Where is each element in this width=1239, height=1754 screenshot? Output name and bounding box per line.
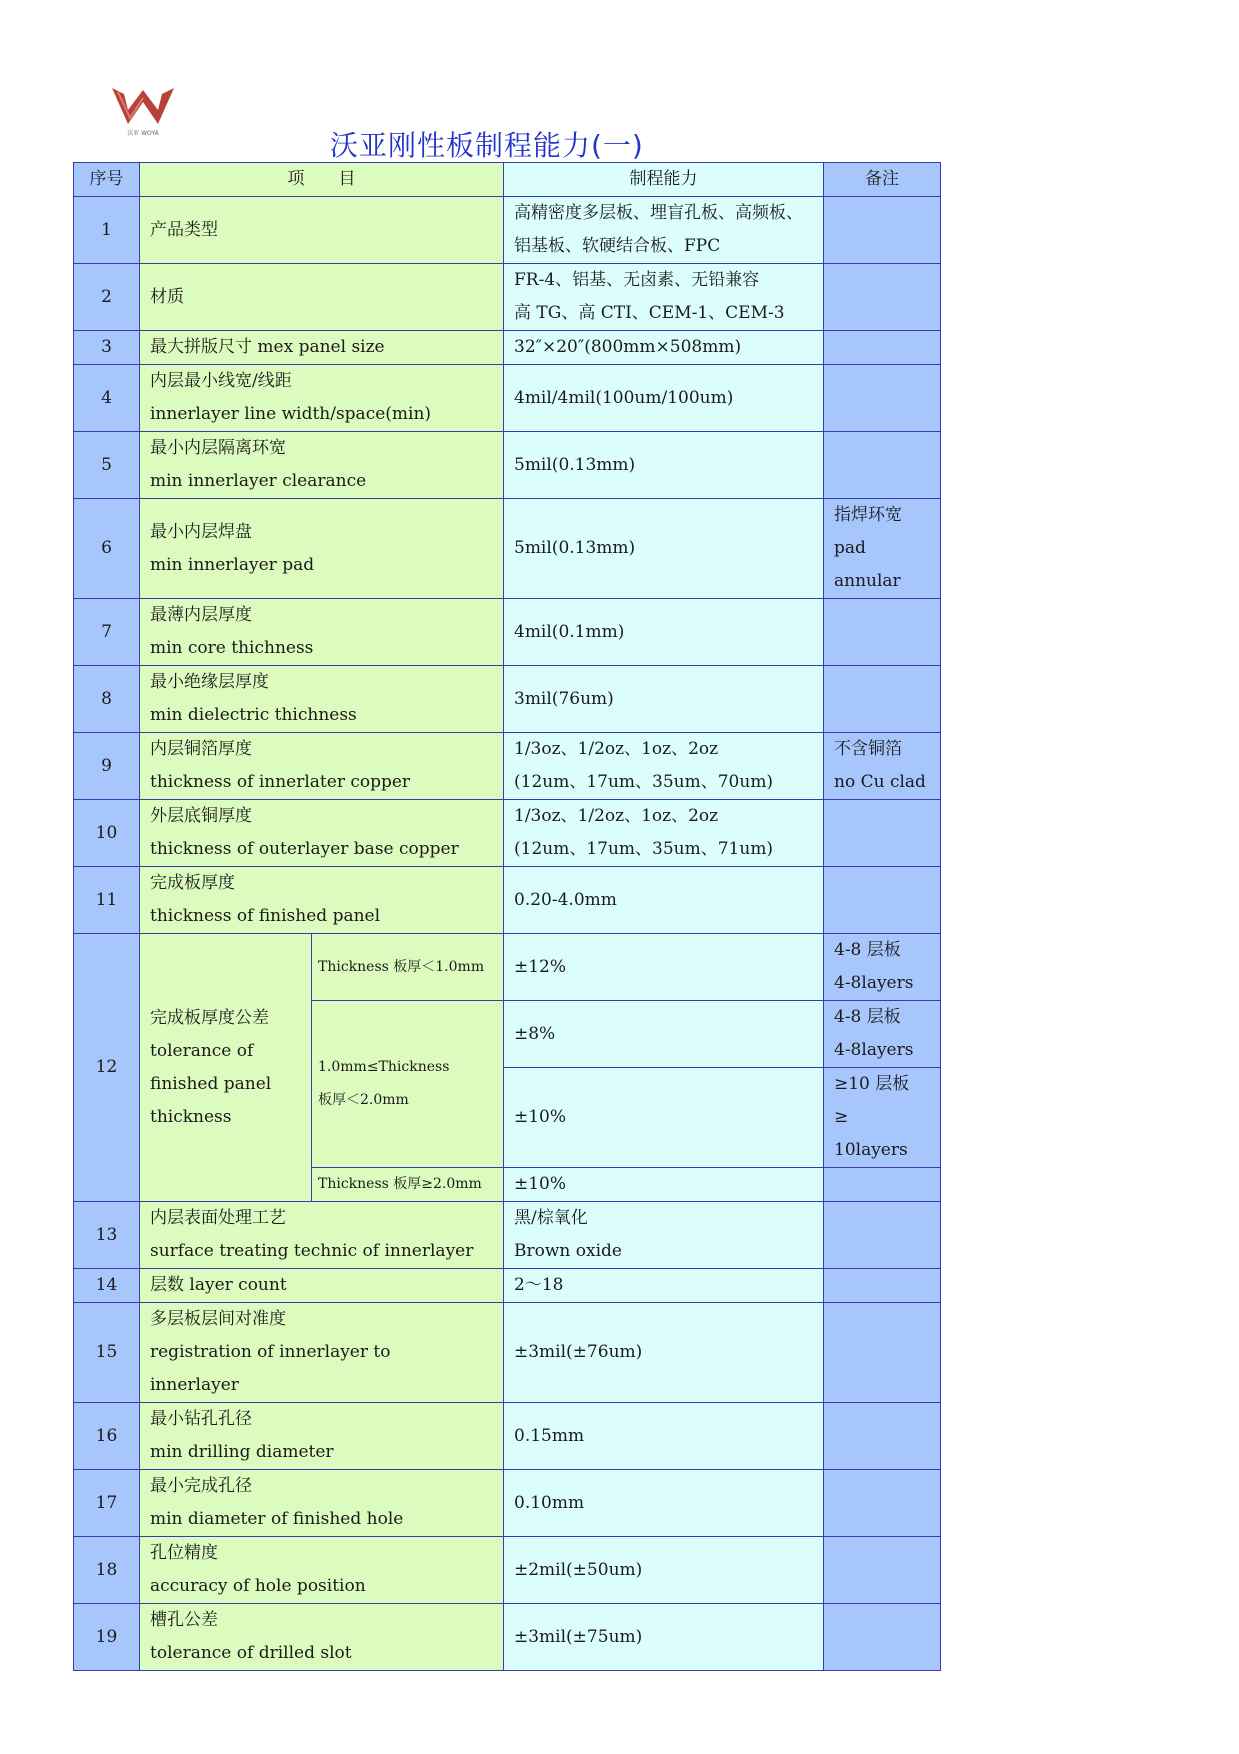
table-header-row: [74, 163, 941, 197]
item-line: 最小内层隔离环宽: [150, 438, 286, 458]
item-line: 内层表面处理工艺: [150, 1208, 286, 1228]
row-number: 8: [74, 666, 140, 733]
table-row: [74, 1403, 941, 1470]
capability-cell: [504, 264, 824, 331]
table-row: [74, 666, 941, 733]
table-row: [74, 499, 941, 599]
item-cell: [140, 800, 504, 867]
note-cell: [824, 331, 941, 365]
item-line: 外层底铜厚度: [150, 806, 252, 826]
item-line: tolerance of drilled slot: [150, 1643, 352, 1663]
table-row: [74, 197, 941, 264]
capability-line: ±3mil(±76um): [514, 1342, 643, 1362]
note-line: 10layers: [834, 1140, 908, 1160]
capability-cell: [504, 1303, 824, 1403]
table-row: [74, 1537, 941, 1604]
note-cell: [824, 867, 941, 934]
row-number: 7: [74, 599, 140, 666]
item-cell: [140, 1202, 504, 1269]
item-cell: [140, 666, 504, 733]
capability-line: 1/3oz、1/2oz、1oz、2oz: [514, 739, 719, 759]
item-line: surface treating technic of innerlayer: [150, 1241, 474, 1261]
item-line: thickness: [150, 1106, 232, 1127]
header-item: 项 目: [140, 163, 504, 197]
capability-line: 0.10mm: [514, 1492, 585, 1513]
note-cell: [824, 1403, 941, 1470]
note-line: ≥: [834, 1107, 849, 1127]
capability-cell: [504, 331, 824, 365]
capability-cell: ±12%: [504, 934, 824, 1001]
item-cell: [140, 1303, 504, 1403]
note-cell: [824, 1001, 941, 1068]
capability-line: 32″×20″(800mm×508mm): [514, 337, 742, 357]
capability-cell: [504, 197, 824, 264]
row-number: 3: [74, 331, 140, 365]
table-row: [74, 599, 941, 666]
note-cell: [824, 197, 941, 264]
note-line: pad: [834, 538, 866, 558]
capability-cell: [504, 1470, 824, 1537]
capability-cell: [504, 800, 824, 867]
table-row: [74, 934, 941, 1001]
capability-cell: [504, 499, 824, 599]
item-cell: [140, 1269, 504, 1303]
item-line: min core thichness: [150, 638, 314, 658]
note-line: 4-8layers: [834, 973, 914, 993]
table-row: [74, 264, 941, 331]
item-cell: [140, 1403, 504, 1470]
item-cell: [140, 934, 312, 1202]
table-row: [74, 1470, 941, 1537]
capability-cell: ±10%: [504, 1168, 824, 1202]
subitem-cell: Thickness 板厚≥2.0mm: [312, 1168, 504, 1202]
capability-cell: [504, 733, 824, 800]
item-line: registration of innerlayer to: [150, 1342, 391, 1362]
item-cell: [140, 733, 504, 800]
capability-table: [73, 162, 941, 1671]
item-line: 最小完成孔径: [150, 1476, 252, 1496]
note-line: 4-8layers: [834, 1040, 914, 1060]
header-no: 序号: [74, 163, 140, 197]
item-cell: [140, 867, 504, 934]
capability-cell: [504, 1604, 824, 1671]
item-line: 层数 layer count: [150, 1275, 287, 1295]
item-cell: [140, 1537, 504, 1604]
capability-cell: [504, 432, 824, 499]
capability-cell: [504, 666, 824, 733]
capability-line: 5mil(0.13mm): [514, 538, 636, 558]
item-cell: [140, 432, 504, 499]
row-number: 13: [74, 1202, 140, 1269]
header-note: 备注: [824, 163, 941, 197]
item-line: 内层最小线宽/线距: [150, 371, 292, 391]
logo-caption: 沃亚 WOYA: [127, 130, 159, 137]
item-line: 完成板厚度公差: [150, 1007, 269, 1028]
capability-cell: [504, 365, 824, 432]
capability-cell: [504, 1403, 824, 1470]
item-line: thickness of innerlater copper: [150, 772, 411, 792]
item-line: 最小内层焊盘: [150, 521, 252, 542]
item-line: min dielectric thichness: [150, 705, 357, 725]
capability-cell: [504, 867, 824, 934]
note-cell: [824, 1068, 941, 1168]
note-cell: [824, 1202, 941, 1269]
note-cell: [824, 1604, 941, 1671]
note-line: 指焊环宽: [834, 505, 902, 525]
table-row: [74, 867, 941, 934]
row-number: 10: [74, 800, 140, 867]
note-cell: [824, 264, 941, 331]
table-row: [74, 733, 941, 800]
item-line: 最大拼版尺寸 mex panel size: [150, 337, 385, 357]
table-row: [74, 1303, 941, 1403]
capability-line: 高 TG、高 CTI、CEM-1、CEM-3: [514, 303, 785, 323]
row-number: 15: [74, 1303, 140, 1403]
capability-line: FR-4、铝基、无卤素、无铅兼容: [514, 270, 760, 290]
item-line: 最薄内层厚度: [150, 605, 252, 625]
note-line: annular: [834, 571, 901, 591]
page-title: 沃亚刚性板制程能力(一): [330, 129, 644, 162]
item-line: 完成板厚度: [150, 873, 235, 893]
item-line: 最小绝缘层厚度: [150, 672, 269, 692]
row-number: 6: [74, 499, 140, 599]
item-line: 产品类型: [150, 219, 218, 240]
item-cell: [140, 197, 504, 264]
item-line: thickness of outerlayer base copper: [150, 839, 459, 859]
row-number: 12: [74, 934, 140, 1202]
capability-cell: [504, 1269, 824, 1303]
capability-cell: [504, 1202, 824, 1269]
table-row: [74, 1604, 941, 1671]
item-line: finished panel: [150, 1073, 272, 1094]
note-line: 4-8 层板: [834, 940, 901, 960]
capability-line: 3mil(76um): [514, 688, 614, 709]
item-cell: [140, 365, 504, 432]
note-cell: [824, 934, 941, 1001]
note-line: 不含铜箔: [834, 739, 902, 759]
item-line: min diameter of finished hole: [150, 1509, 404, 1529]
table-row: [74, 365, 941, 432]
row-number: 14: [74, 1269, 140, 1303]
table-row: [74, 800, 941, 867]
subitem-cell: [312, 1001, 504, 1168]
item-cell: [140, 1470, 504, 1537]
item-line: 材质: [150, 286, 184, 307]
item-line: innerlayer line width/space(min): [150, 404, 432, 424]
row-number: 9: [74, 733, 140, 800]
capability-line: (12um、17um、35um、71um): [514, 839, 774, 859]
row-number: 19: [74, 1604, 140, 1671]
table-row: [74, 1202, 941, 1269]
subitem-cell: Thickness 板厚＜1.0mm: [312, 934, 504, 1001]
capability-cell: ±10%: [504, 1068, 824, 1168]
row-number: 1: [74, 197, 140, 264]
subitem-line: 板厚＜2.0mm: [318, 1092, 409, 1108]
row-number: 4: [74, 365, 140, 432]
capability-line: 4mil/4mil(100um/100um): [514, 387, 734, 408]
item-line: tolerance of: [150, 1040, 254, 1061]
capability-cell: ±8%: [504, 1001, 824, 1068]
subitem-line: 1.0mm≤Thickness: [318, 1059, 450, 1075]
note-cell: [824, 800, 941, 867]
item-cell: [140, 331, 504, 365]
row-number: 11: [74, 867, 140, 934]
note-cell: [824, 499, 941, 599]
note-cell: [824, 1470, 941, 1537]
note-cell: [824, 1537, 941, 1604]
note-cell: [824, 1269, 941, 1303]
table-row: [74, 432, 941, 499]
capability-cell: [504, 1537, 824, 1604]
item-cell: [140, 264, 504, 331]
item-line: 最小钻孔孔径: [150, 1409, 252, 1429]
capability-line: 2～18: [514, 1275, 564, 1295]
item-line: innerlayer: [150, 1375, 239, 1395]
table-row: [74, 331, 941, 365]
item-line: thickness of finished panel: [150, 906, 381, 926]
item-line: 内层铜箔厚度: [150, 739, 252, 759]
note-cell: [824, 1303, 941, 1403]
capability-line: Brown oxide: [514, 1241, 622, 1261]
note-cell: [824, 365, 941, 432]
item-line: 槽孔公差: [150, 1610, 218, 1630]
table-row: [74, 1269, 941, 1303]
row-number: 18: [74, 1537, 140, 1604]
item-line: min innerlayer pad: [150, 554, 315, 575]
item-cell: [140, 1604, 504, 1671]
capability-line: 4mil(0.1mm): [514, 621, 625, 642]
capability-line: ±2mil(±50um): [514, 1559, 643, 1580]
item-cell: [140, 499, 504, 599]
capability-line: ±3mil(±75um): [514, 1626, 643, 1647]
row-number: 16: [74, 1403, 140, 1470]
capability-line: 0.20-4.0mm: [514, 889, 617, 910]
note-cell: [824, 432, 941, 499]
note-cell: [824, 599, 941, 666]
note-cell: [824, 666, 941, 733]
row-number: 17: [74, 1470, 140, 1537]
capability-line: 1/3oz、1/2oz、1oz、2oz: [514, 806, 719, 826]
capability-line: 铝基板、软硬结合板、FPC: [514, 236, 721, 256]
capability-line: (12um、17um、35um、70um): [514, 772, 774, 792]
note-cell: [824, 1168, 941, 1202]
note-line: no Cu clad: [834, 772, 926, 792]
capability-line: 5mil(0.13mm): [514, 454, 636, 475]
capability-cell: [504, 599, 824, 666]
header-capability: 制程能力: [504, 163, 824, 197]
item-line: min innerlayer clearance: [150, 471, 367, 491]
item-line: 多层板层间对准度: [150, 1309, 286, 1329]
item-line: 孔位精度: [150, 1543, 218, 1563]
row-number: 2: [74, 264, 140, 331]
note-cell: [824, 733, 941, 800]
note-line: ≥10 层板: [834, 1074, 910, 1094]
item-line: min drilling diameter: [150, 1442, 334, 1462]
capability-line: 黑/棕氧化: [514, 1208, 588, 1228]
capability-line: 高精密度多层板、埋盲孔板、高频板、: [514, 203, 803, 223]
item-cell: [140, 599, 504, 666]
capability-line: 0.15mm: [514, 1425, 585, 1446]
item-line: accuracy of hole position: [150, 1576, 366, 1596]
row-number: 5: [74, 432, 140, 499]
note-line: 4-8 层板: [834, 1007, 901, 1027]
